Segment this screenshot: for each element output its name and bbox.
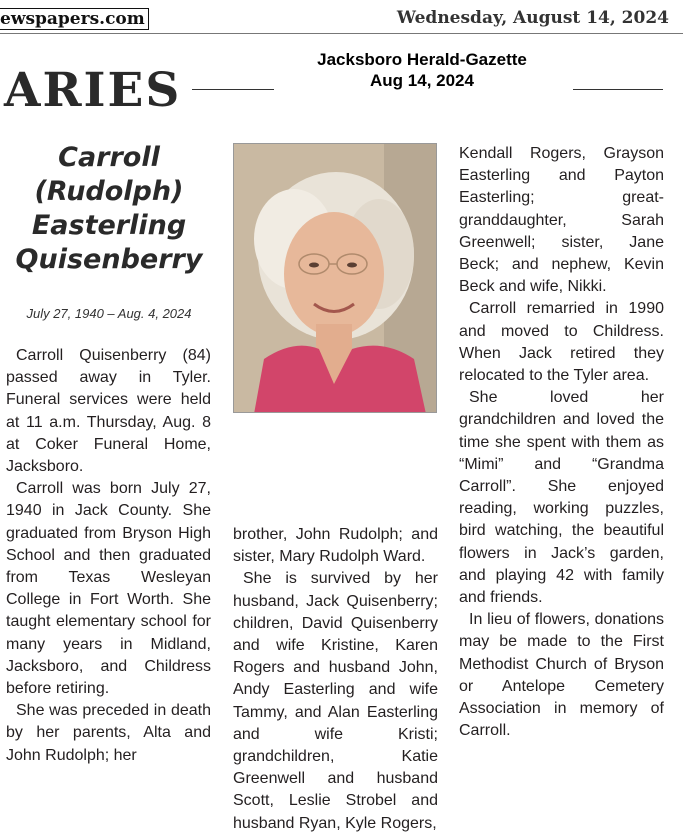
name-line: (Rudolph) (34, 176, 184, 207)
issue-date: Wednesday, August 14, 2024 (396, 8, 669, 28)
paragraph: She loved her grandchildren and loved the time she spent with them as “Mimi” and “Grandma Carroll”. She enjoyed reading, working puzzles, bird watching, the beautiful flowers in Jack’s garden, and playing 42 with family and friends. (459, 389, 664, 607)
site-name: ewspapers.com (0, 8, 149, 30)
portrait-photo (233, 143, 437, 413)
publication-block (292, 49, 552, 91)
paragraph: Carroll remarried in 1990 and moved to Childress. When Jack retired they relocated to the Tyler area. (459, 300, 664, 385)
section-rule-left (192, 89, 274, 90)
publication-name: Jacksboro Herald-Gazette (317, 50, 527, 69)
life-dates: July 27, 1940 – Aug. 4, 2024 (26, 306, 192, 321)
paragraph: Kendall Rogers, Grayson Easterling and Payton Easterling; great-granddaughter, Sarah Greenwell; sister, Jane Beck; and nephew, Kevin Beck and wife, Nikki. (459, 145, 664, 296)
name-line: Carroll (58, 142, 160, 173)
paragraph: Carroll Quisenberry (84) passed away in Tyler. Funeral services were held at 11 a.m. Thursday, Aug. 8 at Coker Funeral Home, Jacksboro. (6, 347, 211, 476)
paragraph: She was preceded in death by her parents, Alta and John Rudolph; her (6, 702, 211, 764)
obituary-name (4, 141, 214, 277)
column-3 (459, 143, 664, 742)
section-rule-right (573, 89, 663, 90)
paragraph: Carroll was born July 27, 1940 in Jack County. She graduated from Bryson High School and then graduated from Texas Wesleyan College in Fort Worth. She taught elementary school for many years in Midland, Jacksboro, and Childress before retiring. (6, 480, 211, 698)
portrait-illustration (234, 144, 437, 413)
paragraph: In lieu of flowers, donations may be made to the First Methodist Church of Bryson or Antelope Cemetery Association in memory of Carroll. (459, 611, 664, 740)
publication-date: Aug 14, 2024 (370, 71, 474, 90)
name-line: Easterling (31, 210, 187, 241)
column-2 (233, 524, 438, 835)
paragraph: She is survived by her husband, Jack Quisenberry; children, David Quisenberry and wife Kristine, Karen Rogers and husband John, Andy Easterling and wife Tammy, and Alan Easterling and wife Kristi; grandchildren, Katie Greenwell and husband Scott, Leslie Strobel and husband Ryan, Kyle Rogers, (233, 570, 438, 832)
header-rule (0, 33, 683, 34)
paragraph: brother, John Rudolph; and sister, Mary Rudolph Ward. (233, 526, 438, 566)
section-title: ARIES (4, 63, 182, 118)
column-1 (6, 345, 211, 767)
name-line: Quisenberry (15, 244, 203, 275)
